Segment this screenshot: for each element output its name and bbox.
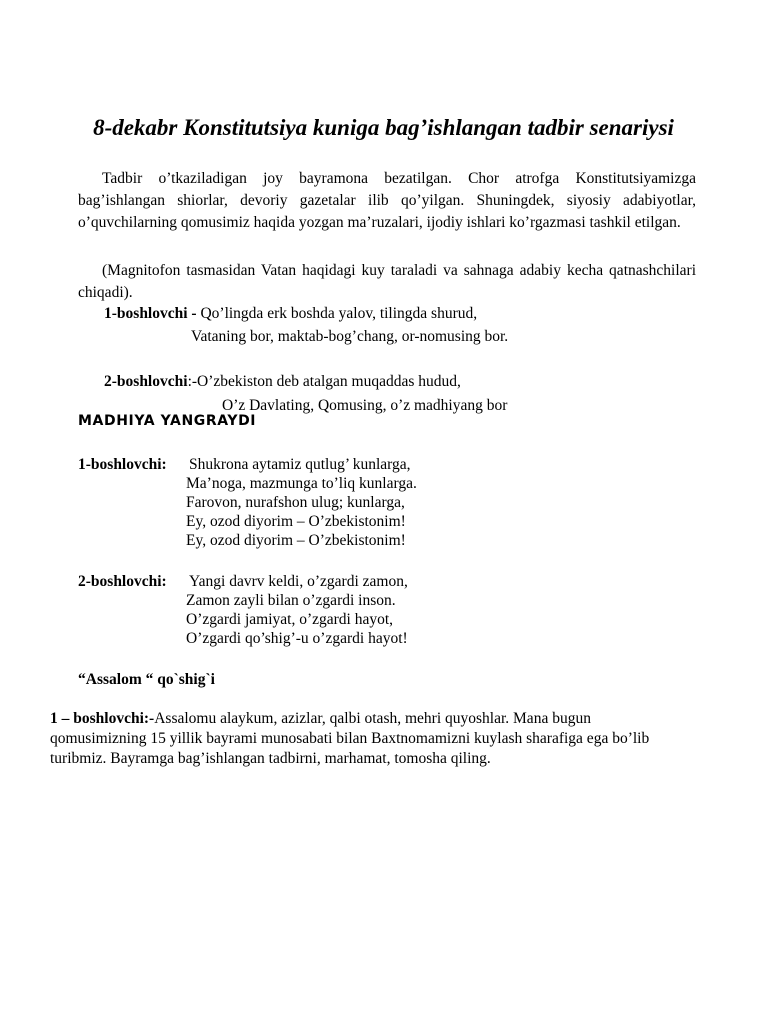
stage-direction-text: (Magnitofon tasmasidan Vatan haqidagi kuy taraladi va sahnaga adabiy kecha qatnashchilari chiqadi).: [78, 262, 696, 301]
poem1-speaker: 1-boshlovchi:: [78, 456, 167, 473]
poem1-line: Ma’noga, mazmunga to’liq kunlarga.: [186, 475, 417, 492]
song-heading: “Assalom “ qo`shig`i: [78, 671, 215, 688]
final-paragraph: [50, 709, 690, 769]
poem2-line: Yangi davrv keldi, o’zgardi zamon,: [189, 573, 408, 590]
poem2-line: O’zgardi qo’shig’-u o’zgardi hayot!: [186, 630, 408, 647]
final-text: Assalomu alaykum, azizlar, qalbi otash, mehri quyoshlar. Mana bugun qomusimizning 15 yillik bayrami munosabati bilan Baxtnomamizni kuylash sharafiga ega bo’lib turibmiz. Bayramga bag’ishlangan tadbirni, marhamat, tomosha qiling.: [50, 710, 650, 767]
poem2-line: Zamon zayli bilan o’zgardi inson.: [186, 592, 396, 609]
block1-text1: Qo’lingda erk boshda yalov, tilingda shurud,: [196, 305, 478, 322]
poem1-line: Shukrona aytamiz qutlug’ kunlarga,: [189, 456, 411, 473]
block2-line2: O’z Davlating, Qomusing, o’z madhiyang bor: [222, 397, 508, 414]
anthem-heading: MADHIYA YANGRAYDI: [78, 413, 257, 429]
block2-speaker: 2-boshlovchi: [104, 373, 188, 390]
poem2-line: O’zgardi jamiyat, o’zgardi hayot,: [186, 611, 394, 628]
block2-text1: :-O’zbekiston deb atalgan muqaddas hudud,: [187, 373, 461, 390]
stage-direction: [78, 260, 696, 304]
poem2-speaker: 2-boshlovchi:: [78, 573, 167, 590]
block1-line1: [104, 304, 477, 324]
intro-text: Tadbir o’tkaziladigan joy bayramona bezatilgan. Chor atrofga Konstitutsiyamizga bag’ishlangan shiorlar, devoriy gazetalar ilib qo’yilgan. Shuningdek, siyosiy adabiyotlar, o’quvchilarning qomusimiz haqida yozgan ma’ruzalari, ijodiy ishlari ko’rgazmasi tashkil etilgan.: [78, 170, 696, 231]
poem1-line: Ey, ozod diyorim – O’zbekistonim!: [186, 532, 406, 549]
block1-line2: Vataning bor, maktab-bog’chang, or-nomusing bor.: [191, 328, 509, 345]
intro-paragraph: [78, 168, 696, 234]
poem1-line: Ey, ozod diyorim – O’zbekistonim!: [186, 513, 406, 530]
document-title: 8-dekabr Konstitutsiya kuniga bag’ishlangan tadbir senariysi: [93, 115, 674, 140]
block1-speaker: 1-boshlovchi -: [104, 305, 197, 322]
poem1-line: Farovon, nurafshon ulug; kunlarga,: [186, 494, 405, 511]
block2-line1: [104, 372, 461, 392]
final-speaker: 1 – boshlovchi:-: [50, 710, 155, 727]
